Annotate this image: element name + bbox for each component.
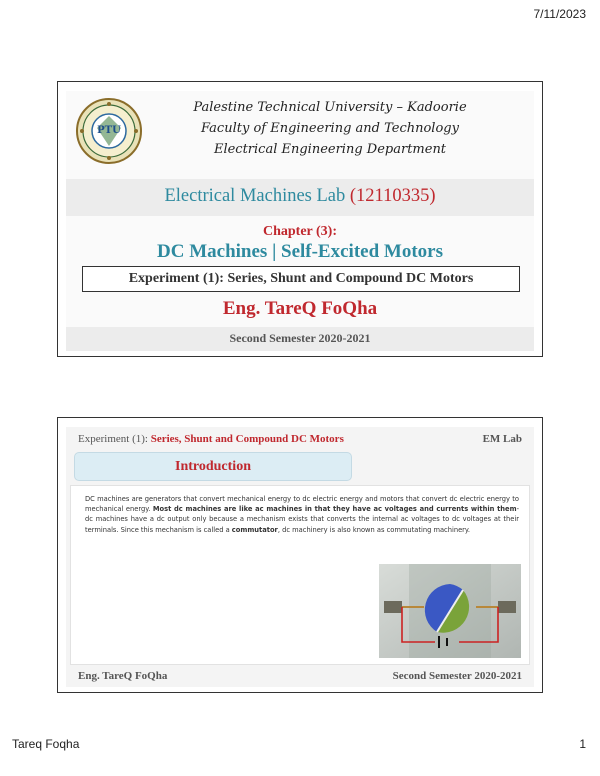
logo-text: PTU xyxy=(97,125,121,136)
para-text-3: , dc machinery is also known as commutating machinery. xyxy=(277,525,471,534)
para-bold-1: Most dc machines are like ac machines in that they have ac voltages and currents within them xyxy=(152,505,517,514)
title-slide xyxy=(57,81,543,357)
para-text-2: -dc machines have a dc output only because a mechanism exists that converts the internal ac voltages to dc voltages at their terminals. Since this mechanism is called a xyxy=(85,505,519,534)
slide-footer-semester: Second Semester 2020-2021 xyxy=(392,670,522,682)
semester-label: Second Semester 2020-2021 xyxy=(229,331,371,345)
university-block xyxy=(146,97,514,160)
content-panel xyxy=(70,485,530,665)
header-prefix: Experiment (1): xyxy=(78,433,151,445)
para-text-1: DC machines are generators that convert mechanical energy to dc electric energy and motors that convert dc electric energy to mechanical energy. xyxy=(85,495,519,514)
dc-motor-illustration xyxy=(379,564,521,658)
lab-code: (12110335) xyxy=(349,186,436,206)
title-slide-body xyxy=(66,91,534,351)
intro-slide-body xyxy=(66,427,534,687)
header-title: Series, Shunt and Compound DC Motors xyxy=(150,433,344,445)
header-lab-tag: EM Lab xyxy=(482,433,522,445)
university-logo xyxy=(74,97,144,165)
page-author: Tareq Foqha xyxy=(12,737,80,751)
faculty-name: Faculty of Engineering and Technology xyxy=(201,121,459,136)
para-bold-2: commutator xyxy=(231,525,278,534)
slide-footer-author: Eng. TareQ FoQha xyxy=(78,670,168,682)
print-date: 7/11/2023 xyxy=(533,7,586,21)
section-title: Introduction xyxy=(74,452,352,481)
chapter-title: DC Machines | Self-Excited Motors xyxy=(157,241,443,262)
lab-name: Electrical Machines Lab xyxy=(164,186,346,206)
university-name: Palestine Technical University – Kadoorie xyxy=(193,100,467,115)
department-name: Electrical Engineering Department xyxy=(213,142,447,157)
page-number: 1 xyxy=(579,737,586,751)
experiment-title: Experiment (1): Series, Shunt and Compound DC Motors xyxy=(82,266,520,292)
intro-slide xyxy=(57,417,543,693)
lab-title xyxy=(66,186,534,207)
slide-header xyxy=(78,433,344,445)
intro-paragraph xyxy=(85,494,519,535)
engineer-name: Eng. TareQ FoQha xyxy=(222,298,378,319)
chapter-label: Chapter (3): xyxy=(262,224,337,239)
